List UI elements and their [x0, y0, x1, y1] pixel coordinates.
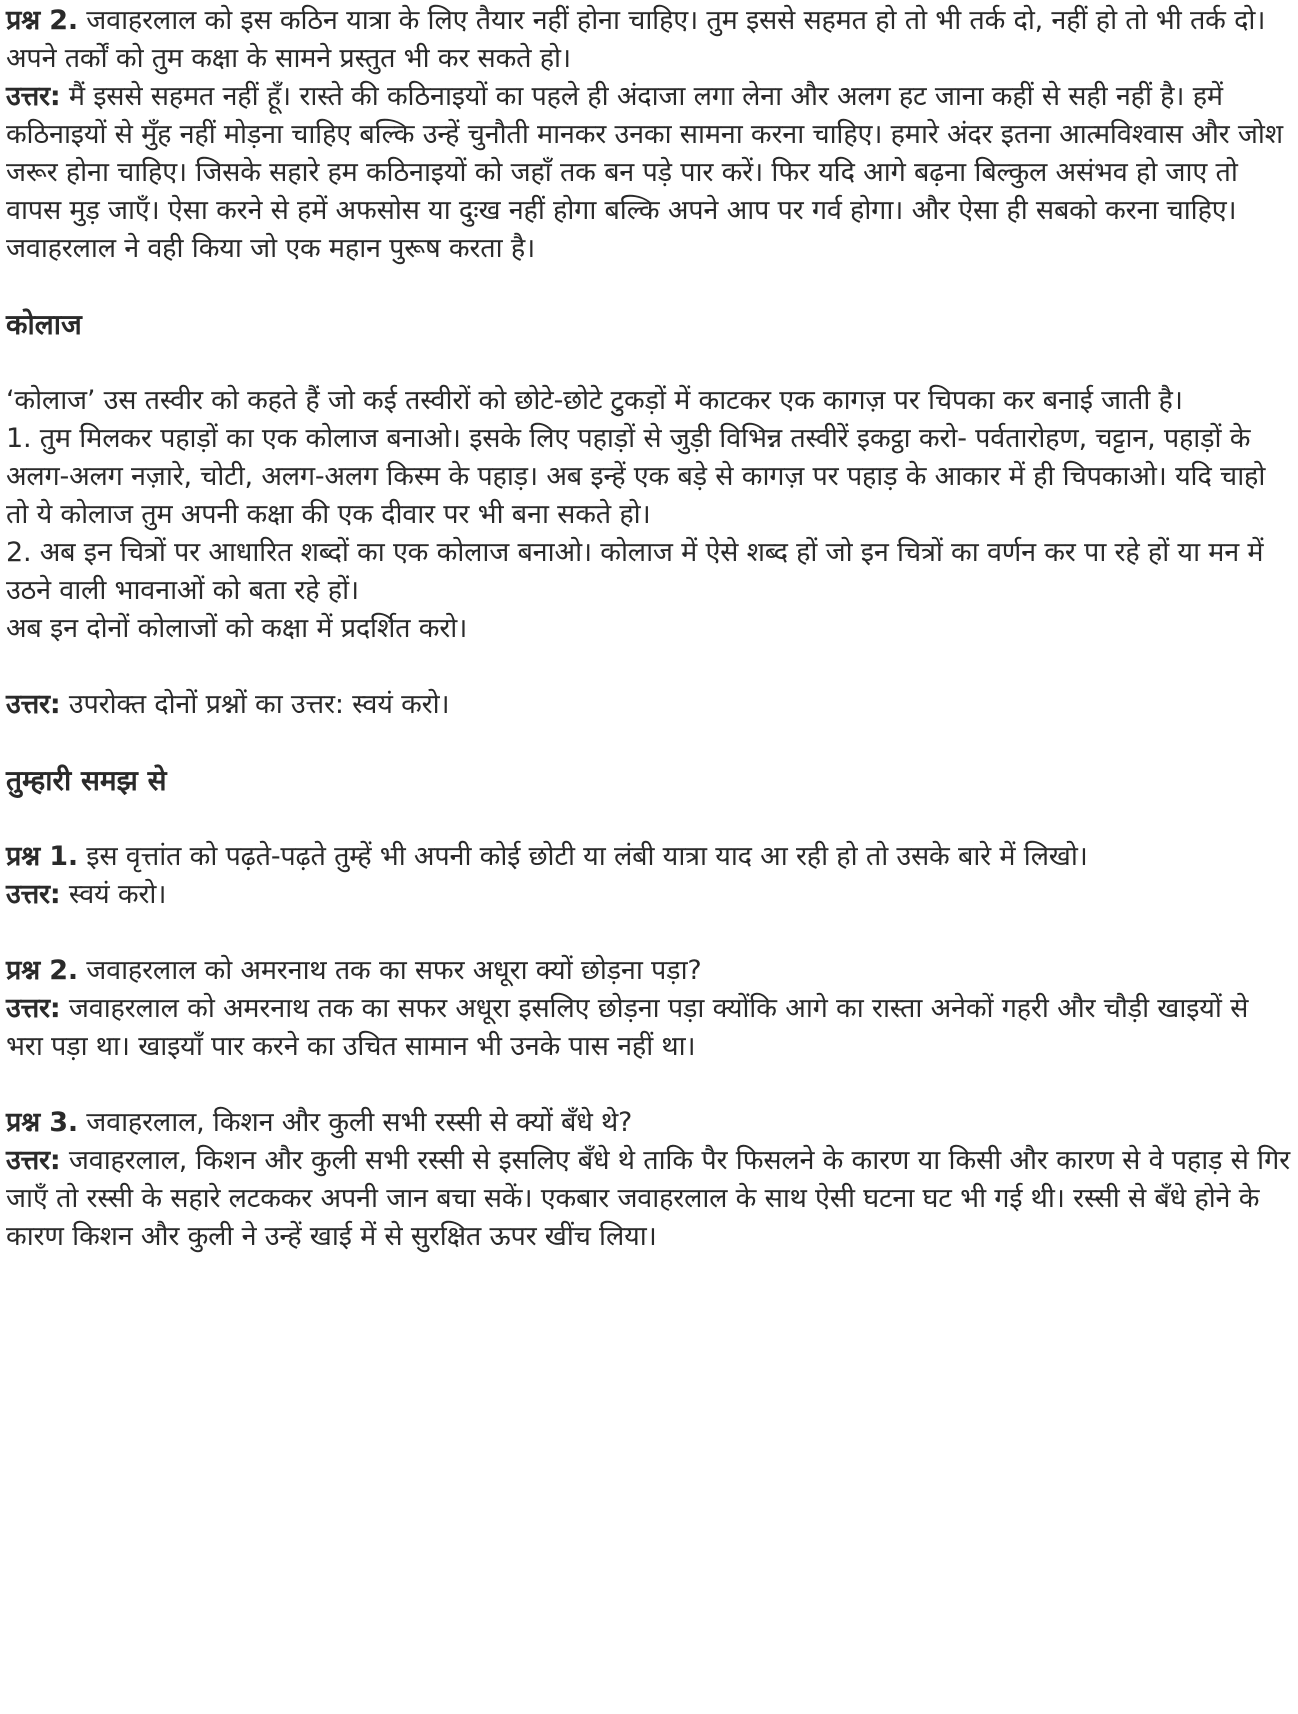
answer-text: जवाहरलाल को अमरनाथ तक का सफर अधूरा इसलिए छोड़ना पड़ा क्योंकि आगे का रास्ता अनेकों गहरी और चौड़ी खाइयों से भरा पड़ा था। खाइयाँ पार करने का उचित सामान भी उनके पास नहीं था। — [6, 993, 1249, 1062]
collage-answer — [6, 686, 1290, 724]
answer-text: उपरोक्त दोनों प्रश्नों का उत्तर: स्वयं करो। — [68, 689, 450, 720]
understanding-answer-1 — [6, 876, 1290, 914]
question-text: जवाहरलाल, किशन और कुली सभी रस्सी से क्यों बँधे थे? — [86, 1107, 633, 1138]
understanding-question-2 — [6, 952, 1290, 990]
answer-label: उत्तर: — [6, 689, 61, 720]
answer-label: उत्तर: — [6, 879, 61, 910]
answer-2-paragraph — [6, 78, 1290, 268]
question-text: इस वृत्तांत को पढ़ते-पढ़ते तुम्हें भी अपनी कोई छोटी या लंबी यात्रा याद आ रही हो तो उसके बारे में लिखो। — [86, 841, 1088, 872]
answer-text: स्वयं करो। — [68, 879, 167, 910]
question-2-paragraph — [6, 2, 1290, 78]
answer-text: जवाहरलाल, किशन और कुली सभी रस्सी से इसलिए बँधे थे ताकि पैर फिसलने के कारण या किसी और कारण से वे पहाड़ से गिर जाएँ तो रस्सी के सहारे लटककर अपनी जान बचा सकें। एकबार जवाहरलाल के साथ ऐसी घटना घट भी गई थी। रस्सी से बँधे होने के कारण किशन और कुली ने उन्हें खाई में से सुरक्षित ऊपर खींच लिया। — [6, 1145, 1290, 1252]
answer-label: उत्तर: — [6, 1145, 61, 1176]
collage-item-3: अब इन दोनों कोलाजों को कक्षा में प्रदर्शित करो। — [6, 613, 468, 644]
question-label: प्रश्न 1. — [6, 841, 78, 872]
question-text: जवाहरलाल को अमरनाथ तक का सफर अधूरा क्यों छोड़ना पड़ा? — [86, 955, 702, 986]
question-text: जवाहरलाल को इस कठिन यात्रा के लिए तैयार नहीं होना चाहिए। तुम इससे सहमत हो तो भी तर्क दो, नहीं हो तो भी तर्क दो। अपने तर्कों को तुम कक्षा के सामने प्रस्तुत भी कर सकते हो। — [6, 5, 1266, 74]
question-label: प्रश्न 2. — [6, 955, 78, 986]
collage-item-1: 1. तुम मिलकर पहाड़ों का एक कोलाज बनाओ। इसके लिए पहाड़ों से जुड़ी विभिन्न तस्वीरें इकट्ठा करो- पर्वतारोहण, चट्टान, पहाड़ों के अलग-अलग नज़ारे, चोटी, अलग-अलग किस्म के पहाड़। अब इन्हें एक बड़े से कागज़ पर पहाड़ के आकार में ही चिपकाओ। यदि चाहो तो ये कोलाज तुम अपनी कक्षा की एक दीवार पर भी बना सकते हो। — [6, 423, 1266, 530]
section-heading-understanding: तुम्हारी समझ से — [6, 764, 167, 797]
answer-label: उत्तर: — [6, 993, 61, 1024]
understanding-answer-2 — [6, 990, 1290, 1066]
collage-item-2: 2. अब इन चित्रों पर आधारित शब्दों का एक कोलाज बनाओ। कोलाज में ऐसे शब्द हों जो इन चित्रों का वर्णन कर पा रहे हों या मन में उठने वाली भावनाओं को बता रहे हों। — [6, 537, 1264, 606]
answer-label: उत्तर: — [6, 81, 61, 112]
understanding-question-3 — [6, 1104, 1290, 1142]
question-label: प्रश्न 2. — [6, 5, 78, 36]
answer-text: मैं इससे सहमत नहीं हूँ। रास्ते की कठिनाइयों का पहले ही अंदाजा लगा लेना और अलग हट जाना कहीं से सही नहीं है। हमें कठिनाइयों से मुँह नहीं मोड़ना चाहिए बल्कि उन्हें चुनौती मानकर उनका सामना करना चाहिए। हमारे अंदर इतना आत्मविश्वास और जोश जरूर होना चाहिए। जिसके सहारे हम कठिनाइयों को जहाँ तक बन पड़े पार करें। फिर यदि आगे बढ़ना बिल्कुल असंभव हो जाए तो वापस मुड़ जाएँ। ऐसा करने से हमें अफसोस या दुःख नहीं होगा बल्कि अपने आप पर गर्व होगा। और ऐसा ही सबको करना चाहिए। जवाहरलाल ने वही किया जो एक महान पुरूष करता है। — [6, 81, 1283, 264]
understanding-question-1 — [6, 838, 1290, 876]
question-label: प्रश्न 3. — [6, 1107, 78, 1138]
section-heading-collage: कोलाज — [6, 308, 82, 341]
collage-intro: ‘कोलाज’ उस तस्वीर को कहते हैं जो कई तस्वीरों को छोटे-छोटे टुकड़ों में काटकर एक कागज़ पर चिपका कर बनाई जाती है। — [6, 385, 1183, 416]
understanding-answer-3 — [6, 1142, 1290, 1256]
